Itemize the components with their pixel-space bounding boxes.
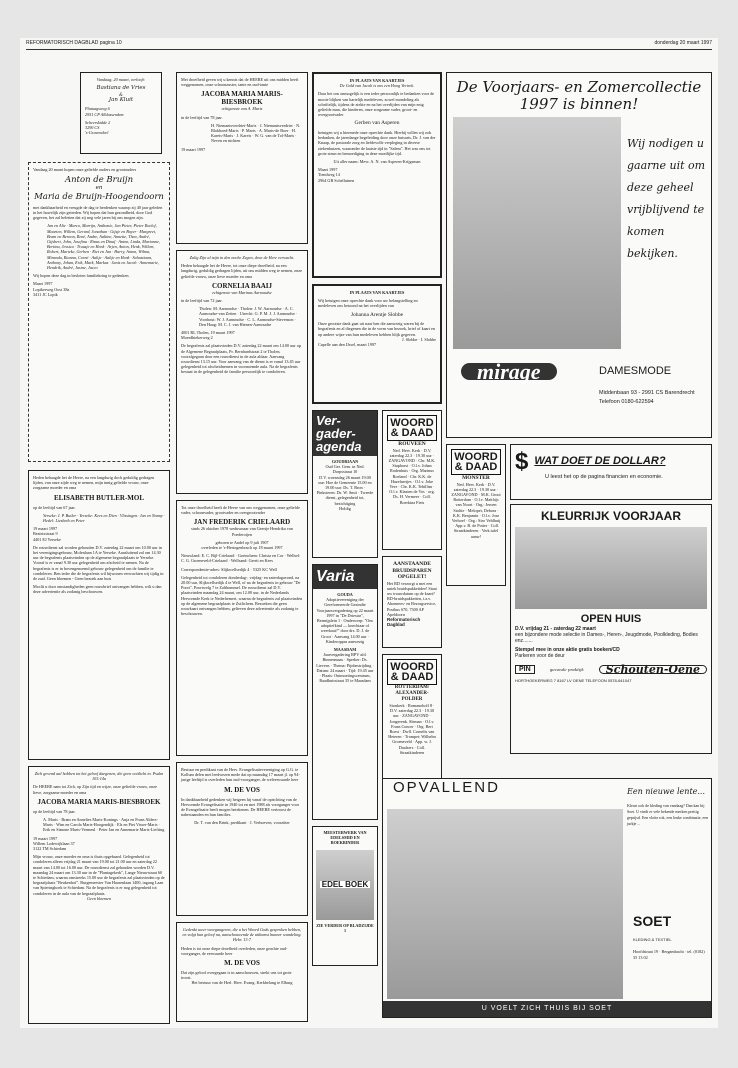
baaij-address: Moerdbiekerweg 2 <box>181 335 213 341</box>
death-notice-devos-1 <box>176 762 308 916</box>
agenda-line-3: Holdig <box>339 505 351 511</box>
baaij-date: 4001 RL Tholen, 19 maart 1997 <box>181 330 235 336</box>
baaij-intro: Heden behaagde het de Heere, tot onze diepe droefheid, na een langdurig, geduldig gedragen lijden, uit ons midden weg te nemen, onze geliefde vrouw, onze lieve moeder en oma <box>181 263 303 279</box>
maris2-intro: Met droefheid geven wij u kennis dat de HEERE uit ons midden heeft weggenomen, onze schoonzuster, tante en oud-tante <box>181 77 299 88</box>
logo-word-1: WOORD <box>390 661 434 673</box>
crielaard-name: JAN FREDERIK CRIELAARD <box>193 518 291 527</box>
logo-word-2: & DAAD <box>454 461 498 473</box>
mirage-ad <box>446 72 712 438</box>
soet-address: Hoofdstraat 19 · Bergambacht · tel. (0182) 35 13 02 <box>633 949 705 960</box>
rd-bridal-ad <box>382 556 442 648</box>
anniversary-name-2: Maria de Bruijn-Hoogendoorn <box>34 191 164 202</box>
rotterdam-text: Sionkerk · Romanoholf 8 · D.V. zaterdag 22.3 · 19.30 uur · ZANGAVOND · Jongerenk. Sleman · O.l.v. Frans Concer · Org. Bert Roest · Dwll. Cornelis van Heteren · Trompet: Wilhelm Groeneveld · App. w. J. Daalsers · Coll. Straatkinderen <box>388 703 436 755</box>
baaij-name: CORNELIA BAAIJ <box>211 281 273 290</box>
baaij-family: Tholen: M. Aarnoudse · Tholen: J. W. Aarnoudse · A. C. Aarnoudse-van Zetten · Utrecht: G. P. M. J. J. Aarnoudse · Voorhout: W. J. Aarnoudse · C. L. Aarnoudse-Stevenson · Den Haag: M. C. J. van Hienen-Aarnoudse <box>199 306 298 327</box>
soet-slogan: U VOELT ZICH THUIS BIJ SOET <box>383 1001 711 1017</box>
mirage-model-photo <box>453 117 621 349</box>
maris-age: op de leeftijd van 78 jaar. <box>33 808 76 814</box>
rd-title: AANSTAANDE BRUIDSPAREN OPGELET! <box>392 561 432 580</box>
kleur-desc: een bijzondere mode selectie in Dames-, Heren-, Jeugdmode, Poolkleding, Bodies enz....... <box>515 632 698 644</box>
anniversary-intro: Vandaag 20 maart hopen onze geliefde ouders en grootouders <box>33 167 137 172</box>
kleur-brand: Schouten-Oene <box>599 665 707 674</box>
meeting-agenda <box>312 410 378 558</box>
anniversary-family: Jan en Alie · Marco, Marrijn, Anthonie, Jan Pieter, Pieter Roelof, Maarten, Willem, Gerard, Jonathan · Gijsje en Boyer · Margreet, Bram en Bernon, René, Andre, Aaltine, Annette, Thea, André, Gijsbert, John, Josefina · Rinus en Dinaf · Anton, Linda, Marianne, Bertina, Jessica · Truusje en Henk · Arjen, Anton, Henk, Willem, Robert, Marieke, Gerben · Riet en Jan · Harry, Anton, Wilma, Miranda, Rianna, Corné · Aaltje · Aaltje en Henk · Sebastiaan, Anthony, Johan, Erik, Mark, Markus · Janis en Jacob · Annemarie, Hendrik, André, Jasine, Jacco <box>47 223 160 270</box>
kleur-promo: Stempel mee in onze aktie gratis boeken/CD <box>515 647 620 653</box>
maris-intro: De HEERE nam tot Zich, op Zijn tijd en wijze, onze geliefde vrouw, onze lieve, zorgzame moeder en oma <box>33 784 157 795</box>
crielaard-sub: sinds 26 oktober 1978 weduwnaar van Geertje Hendrika van Poederoijen <box>191 526 293 537</box>
thanks-notice-asperen <box>312 72 442 278</box>
engagement-address-1: Plataagsweg 6 <box>85 106 110 112</box>
maris2-date: 19 maart 1997 <box>181 146 206 152</box>
maris-date: 19 maart 1997 <box>33 835 58 841</box>
devos1-body: In dankbaarheid gedenken wij hetgeen hij vanaf de oprichting van de Hervormde Evangelisatie in 1940 tot en met 1988 als voorganger voor de Evangelisatie heeft mogen betekenen. De HEERE vertroost de nabestaanden en hun families. <box>181 796 300 818</box>
soet-text: Kleurt ook de kleding van vandaag? Dan kan bij Soet. U vindt er vele bekende merken prettig geprijsd. Een vlotte rok, een leuke combinatie, een jurkje ... <box>627 803 709 826</box>
butler-city: 4401 EJ Yerseke <box>33 536 61 542</box>
maris-address: Willem Lodewijklaan 37 <box>33 840 75 846</box>
rouveen-title: ROUVEEN <box>398 441 426 447</box>
rd-foot: Reformatorisch Dagblad <box>387 616 421 628</box>
death-notice-baaij <box>176 250 308 494</box>
asperen-title: IN PLAATS VAN KAARTJES <box>349 78 405 83</box>
maris-body: Mijn vrouw, onze moeder en oma is thuis opgebaard. Gelegenheid tot condoleren alleen vrijdag 21 maart van 19.00 tot 21.00 uur en zaterdag 22 maart van 14.00 tot 16.00 uur. De rouwdienst zal gehouden worden D.V. maandag 24 maart om 13.30 uur in de "Plantagekerk", Lange Nieuwstraat 60 te Schiedam, waarna omstreeks 15.00 uur de begrafenis zal plaatsvinden op de begraafplaats "Beukenhof". Burgemeester Van Haarenlaan 1400, ingang Laan van Spieringhoek te Schiedam. Na de begrafenis is er nog gelegenheid tot condoleren in de aula van de begraafplaats. <box>33 854 165 896</box>
kleur-open-huis: OPEN HUIS <box>580 613 642 625</box>
crielaard-died: overleden te 's-Hertogenbosch op 18 maart 1997 <box>201 545 283 551</box>
mirage-title-1: De Voorjaars- en Zomercollectie <box>456 78 702 96</box>
agenda-place: GOUDRIAAN <box>331 459 359 464</box>
asperen-city: 2964 GB Schelluinen <box>318 177 355 183</box>
maris2-sub: echtgenote van A. Maris <box>221 106 263 112</box>
butler-foot: Moclit u door omstandigheden geen rouwbrief ontvangen hebben, wilt u dan deze advertentie als zodanig beschouwen. <box>33 584 162 595</box>
engagement-address-2: 2951 CP Alblasserdam <box>85 111 124 117</box>
mirage-title-2: 1997 is binnen! <box>519 95 639 113</box>
mirage-address: Middenbaan 93 - 2991 CS Barendrecht <box>599 390 695 396</box>
logo-word-1: WOORD <box>390 417 434 429</box>
butler-name: ELISABETH BUTLER-MOL <box>53 493 145 502</box>
kleur-pin-logo: PIN <box>515 665 535 674</box>
butler-intro: Heden behaagde het de Heere, na een langdurig doch geduldig gedragen lijden, van onze zijde weg te nemen, mijn innig geliefde vrouw, onze zorgzame moeder en oma <box>33 475 155 491</box>
anniversary-notice <box>28 162 170 462</box>
book-brand: EDEL BOEK <box>321 880 369 889</box>
book-ad-title: MEESTERWERK VAN EDELSMID EN BOEKBINDER <box>323 830 367 846</box>
monster-text: Ned. Herv. Kerk · D.V. zaterdag 22.3 · 19.30 uur · ZANGAVOND · M.K. Groot Rotterdam · O.l.v. Matthijs van Noort · Org.: Jeroen Stoltie · Melopeï, Debora · K.K. Benjamin · O.l.v. Jose Verhoef · Org.: Siro Veldhuij · App.v. B. de Potter · Coll. Straatkinderen · Verk.tafel aanw! <box>451 481 501 539</box>
rotterdam-title: ROTTERDAM/ ALEXANDER-POLDER <box>394 685 430 702</box>
devos2-sign: Het bestuur van de Herl. Herv. Evang. Kerkbelang te Elburg <box>191 980 293 986</box>
kleur-title: KLEURRIJK VOORJAAR <box>540 509 681 523</box>
crielaard-intro: Tot onze droefheid heeft de Heere van ons weggenomen, onze geliefde vader, schoonvader, grootvader en overgrootvader <box>181 505 300 516</box>
devos2-name: M. DE VOS <box>224 959 260 968</box>
mirage-phone: Telefoon 0180-622594 <box>599 399 654 405</box>
logo-word-2: & DAAD <box>390 671 434 683</box>
agenda-line-1: Oud Ger. Gem. in Ned. Dorpsstraat 10 <box>325 464 365 475</box>
varia-gouda-text: Adoptievereniging der Gereformeerde Gezindte Voorjaarsvergadering op 22 maart 1997 in "De Driestar", Bermijplein 1 · Onderwerp: "Ons adoptiefkind — knechtaar of weerkaat?" door drs. D. J. de Groot · Aanvang 14.00 uur · Kinderoppas aanwezig <box>316 597 374 644</box>
engagement-name-2: Jan Kluit <box>108 96 134 103</box>
baaij-verse: Zalig Zijn al tzijn in den noche Zegen, door de Here verwacht. <box>189 255 295 260</box>
varia-section <box>312 564 378 820</box>
anniversary-hope: Wij hopen deze dag in besloten familiekring te gedenken. <box>33 273 130 279</box>
soet-model-photo <box>387 809 623 999</box>
death-notice-maris-family <box>176 72 308 244</box>
anniversary-address: Lopikerweg Oost 38a <box>33 286 70 292</box>
baaij-sub: echtgenote van Marinus Aarnoudse <box>212 289 272 295</box>
anniversary-city: 3411 JC Lopik <box>33 291 58 297</box>
mirage-invite: Wij nodigen u gaarne uit om deze geheel vrijblijvend te komen bekijken. <box>627 137 706 260</box>
anniversary-date: Maart 1997 <box>33 281 53 287</box>
devos2-intro: Heden is tot onze diepe droefheid overleden, onze geachte oud-voorganger, de eerwaarde heer <box>181 945 288 956</box>
kleur-address: HORTHOEKERWEG 7 8167 LV OENE TELEFOON 0578-641047 <box>515 678 632 684</box>
slobbe-sign: J. Slobbe · I. Slobbe <box>402 336 436 342</box>
page-header <box>26 40 712 50</box>
kleur-brand-sub: gezonde praktijk <box>549 667 584 672</box>
engagement-amp: & <box>119 91 123 97</box>
anniversary-name-1: Anton de Bruijn <box>64 175 134 186</box>
soet-ad <box>382 778 712 1018</box>
woord-daad-rouveen <box>382 410 442 550</box>
asperen-address: Tiendweg 14 <box>318 172 340 178</box>
slobbe-body: Wij betuigen onze oprechte dank voor uw belangstelling en medeleven ons betoond na het overlijden van <box>318 298 418 309</box>
asperen-body-2: betuigen wij u hiermede onze oprechte dank. Hierbij willen wij ook bedanken, de jarenlange begeleiding door onze huisarts, Dr. J. van der Knaap, de pastorale zorg en liefdevolle verpleging in diverse ziekenhuizen, waaronder de laatste tijd in "Salem". Het was ons tot grote steun en bemoediging in deze moeilijke tijd. <box>318 129 436 156</box>
death-notice-devos-2 <box>176 922 308 1022</box>
book-ad-foot: ZIE VERDER OP BLADZIJDE 1 <box>316 922 374 933</box>
soet-sub: Een nieuwe lente... <box>627 787 706 796</box>
maris-family: A. Maris · Bram en Annelies Maris-Konings · Anja en Frans Alders-Maris · Wim en Carola Maris-Hoogendijk · Els en Piet Visser-Maris · Erik en Simone Maris-Vermeul · Peter Jan en Annemarie Maris-Liefting <box>43 817 165 833</box>
engagement-address-3: Scheerskidde 2 <box>85 119 111 125</box>
maris2-name: JACOBA MARIA MARIS-BIESBROEK <box>201 90 283 107</box>
slobbe-body-2: Onze grootste dank gaat uit naar hen die aanwezig waren bij de begrafenis en al diegenen die in de vorm van bezoek, brief of kaart en op andere wijze van hun medeleven hebben blijk gegeven. <box>318 321 435 337</box>
soet-brand: SOET <box>633 913 672 929</box>
opvallend-title: OPVALLEND <box>393 779 500 796</box>
devos1-sign: Dr. T. van den Brink, predikant · J. Verhoeven, voorzitter <box>194 820 290 826</box>
butler-date: 19 maart 1997 <box>33 526 58 532</box>
dollar-headline: WAT DOET DE DOLLAR? <box>534 455 666 468</box>
crielaard-family: Nieuwland: E. C. Bijl-Crielaard · Gorinchem: Christa en Cor · Wellsel: C. G. Groeneveld-Crielaard · Wellsand: Gerrit en Kees <box>181 553 301 564</box>
asperen-date: Maart 1997 <box>318 167 338 173</box>
woord-daad-monster <box>446 444 506 586</box>
logo-word-2: & DAAD <box>390 427 434 439</box>
dollar-sub: U leest het op de pagina financien en economie. <box>545 474 663 480</box>
dollar-icon: $ <box>515 448 529 475</box>
engagement-notice <box>80 72 162 154</box>
devos1-name: M. DE VOS <box>224 785 260 794</box>
devos2-body: Dat zijn geloof overgegaan is in aanschouwen, strekt ons tot grote troost. <box>181 970 292 981</box>
kleur-dates: D.V. vrijdag 21 - zaterdag 22 maart <box>515 626 596 632</box>
slobbe-place: Capelle aan den IJssel, maart 1997 <box>318 341 377 347</box>
devos2-verse: Gedenkt uwer voorgangeren, die u het Woord Gods gesproken hebben, en volgt hun geloof na, aanschouwende de uitkomst hunner wandeling. Hebr. 13:7 <box>182 927 302 943</box>
crielaard-correspondence: Correspondentie-adres: Slijkwellsedijk 4 · 5325 KC Well <box>181 566 277 572</box>
slobbe-name: Johanna Arentje Slobbe <box>350 311 404 318</box>
maris-city: 3122 TM Schiedam <box>33 846 67 852</box>
agenda-line-2: D.V. woensdag 26 maart 19.00 uur: Hoe de Gemeente 15.00 en 19.00 uur: Ds. T. Bron · Pinksteren: Ds. W. Smit · Tweede dienst, gelegenheid tot, bezichtiging <box>316 474 374 506</box>
book-image <box>316 850 374 920</box>
kleur-photo <box>515 527 707 609</box>
engagement-date: Vandaag, 20 maart, verlooft: <box>96 77 146 82</box>
mirage-dept: DAMESMODE <box>599 365 672 377</box>
varia-maasdam-text: Jaarvergadering RPV afd. Binnenmaas · Spreker: Ds. Lievens · Thema: Pijnbestrijding · Datum: 24 maart · Tijd: 19.45 uur · Plaats: Ontmoetingscentrum, Raadhuisstraat 35 te Maasdam <box>316 652 374 684</box>
engagement-address-4: 3290 CS <box>85 125 100 131</box>
dollar-ad <box>510 444 712 500</box>
asperen-verse: De Gold van Jacob is ons een Hoog Vertrek. <box>339 83 415 89</box>
kleurrijk-ad <box>510 504 712 754</box>
maris-verse: Zich gevend aal hobben tot het geloof daegenen, die geen ooitlicht in. Psalm 103:14a <box>34 771 164 782</box>
crielaard-body: Gelegenheid tot condoleren donderdag-, vrijdag- en zaterdagavond, na 20.00 uur, Slijkwellsedijk 4 te Well, of na de begrafenis in gebouw "De Poort", Poortwelg 7 te Zaltbommel. De rouwdienst zal D.V. plaatsvinden maandag 24 maart, om 12.00 uur, in de Nederlands Hervormde Kerk te Nederhemert, waarna de begrafenis zal plaatsvinden op de algemene begraafplaats te Zuilichem. Bezoeken die geen rouwkaart ontvangen hebben, gelieven deze advertentie als zodanig te beschouwen. <box>181 574 303 617</box>
anniversary-text: met dankbaarheid en vreugde de dag te herdenken waarop zij 40 jaar geleden in het huwelijk zijn getreden. Wij hopen dat hun gezondheid, door God gegeven, het zal beletten dat zij nog vele jaren bij ons mogen zijn. <box>33 204 163 221</box>
monster-title: MONSTER <box>462 475 490 481</box>
woord-daad-logo <box>387 415 436 441</box>
rouveen-text: Ned. Herv. Kerk · D.V. zaterdag 22.3 · 19.30 uur · ZANGAVOND · Chr. M.K. Staphorst · O.l.v. Johan Rodenhuis · Org. Marinus Roeland · Chr. K.K. de Hazelaertjes · O.l.v. Joke Veer · Chr. K.K. Tebillim · O.l.v. Klazien de Vos · org. Ds. H. Vermeer · Coll. Boerkina Fiets <box>388 447 436 505</box>
death-notice-butler <box>28 470 170 760</box>
asperen-body: Daar het ons onmogelijk is een ieder persoonlijk te bedanken voor de mooie blijken van hartelijk medeleven, zowel mondeling als schriftelijk, tijdens de ziekte en na het overlijden van mijn enig geliefde man, die kinderen, onze zorgzame vader, groot- en overgrootvader <box>318 91 435 118</box>
crielaard-born: geboren te Andel op 9 juli 1907 <box>215 539 269 545</box>
butler-body: De rouwdienst zal worden gehouden D.V. zaterdag 22 maart om 10.00 uur in het verenigingsgebouw, Molenlaan 1A te Yerseke. Aansluitend zal om 14.30 uur de begrafenis plaatsvinden op de algemene begraafplaats te Yerseke. Vooraf is er vanaf 9.30 uur gelegenheid om afscheid te nemen. Na de begrafenis is er in bovengenoemd gebouw gelegenheid om de familie te condoleren. Ben ieder die de begrafenis wil bijwonen verwachten wij tijdig in de zaal. Geen bloemen - Geen bezoek aan huis <box>33 544 164 582</box>
slobbe-title: IN PLAATS VAN KAARTJES <box>349 290 405 295</box>
engagement-name-1: Bastiana de Vries <box>96 85 146 92</box>
butler-age: op de leeftijd van 67 jaar. <box>33 504 76 510</box>
maris-foot: Geen bloemen <box>86 895 112 901</box>
mirage-logo: mirage <box>461 363 557 380</box>
engagement-address-5: 's-Gravendeel <box>85 130 109 136</box>
logo-word-1: WOORD <box>454 451 498 463</box>
devos1-intro: Bestuur en predikant van de Herv. Evangelisatievereniging op G.G. te Kollum delen met leedwezen mede dat op maandag 17 maart jl. op 94-jarige leeftijd is overleden hun oud-voorganger, de weleerwaarde heer <box>181 767 300 783</box>
rd-text: Het RD verzorgt u met een uniek bruidspakketidee! Staat uw trouwdatum op de kaart? RD-bruidspakketten, t.a.v. Abonnees- en Bezorgservice, Postbus 670, 7300 AP Apeldoorn <box>387 580 437 617</box>
varia-title: Varia <box>313 565 377 589</box>
header-left: REFORMATORISCH DAGBLAD pagina 10 <box>26 40 122 46</box>
agenda-title: Ver-gader-agenda <box>313 411 377 456</box>
soet-brand-sub: KLEDING & TEXTIEL <box>633 937 672 942</box>
varia-gouda: GOUDA <box>337 592 353 597</box>
thanks-notice-slobbe <box>312 284 442 404</box>
death-notice-maris <box>28 766 170 1024</box>
asperen-name: Gerben van Asperen <box>354 120 400 127</box>
butler-address: Beatrixstraat 9 <box>33 531 58 537</box>
varia-maasdam: MAASDAM <box>333 647 357 653</box>
baaij-body: De begrafenis zal plaatsvinden D.V. zaterdag 22 maart om 14.00 uur op de Algemene Begraafplaats, Pr. Bernhardstraat 2 te Tholen, voorafgegaan door een rouwdienst in de aula aldaar. Aanvang rouwdienst 13.15 uur. Voor aanvang van de dienst is er vanaf 13.45 uur gelegenheid tot afscheidnemen in voornoemde aula. Na de begrafenis bestaat in de gelegenheid de familie persoonlijk te condoleren. <box>181 343 301 375</box>
asperen-sign: Uit aller naam: Mevr. A. N. van Asperen-Krijgsman <box>333 158 421 164</box>
book-ad <box>312 826 378 966</box>
maris-name: JACOBA MARIA MARIS-BIESBROEK <box>37 797 161 806</box>
woord-daad-logo <box>451 449 500 475</box>
maris2-age: in de leeftijd van 78 jaar. <box>181 114 223 120</box>
header-right: donderdag 20 maart 1997 <box>654 40 712 46</box>
death-notice-crielaard <box>176 500 308 756</box>
maris2-family: H. Niemantsverdriet-Maris · J. Niemantsverdriet · N. Blokhoed-Maris · P. Maris · A. Maris-de Boer · H. Kareis-Maris · J. Kareis · W. G. van de Tol-Maris · Neven en nichten <box>211 122 301 144</box>
baaij-age: in de leeftijd van 72 jaar. <box>181 298 223 304</box>
woord-daad-logo <box>387 659 436 685</box>
anniversary-en: en <box>95 185 103 192</box>
kleur-parking: Parkeren voor de deur <box>515 653 565 659</box>
newspaper-page <box>20 38 718 1028</box>
butler-family: Yerseke: I. P. Butler · Yerseke: Kees en Dien · Vlissingen: Jan en Nanny · Hedel: Liesbeth en Peter <box>43 512 165 524</box>
